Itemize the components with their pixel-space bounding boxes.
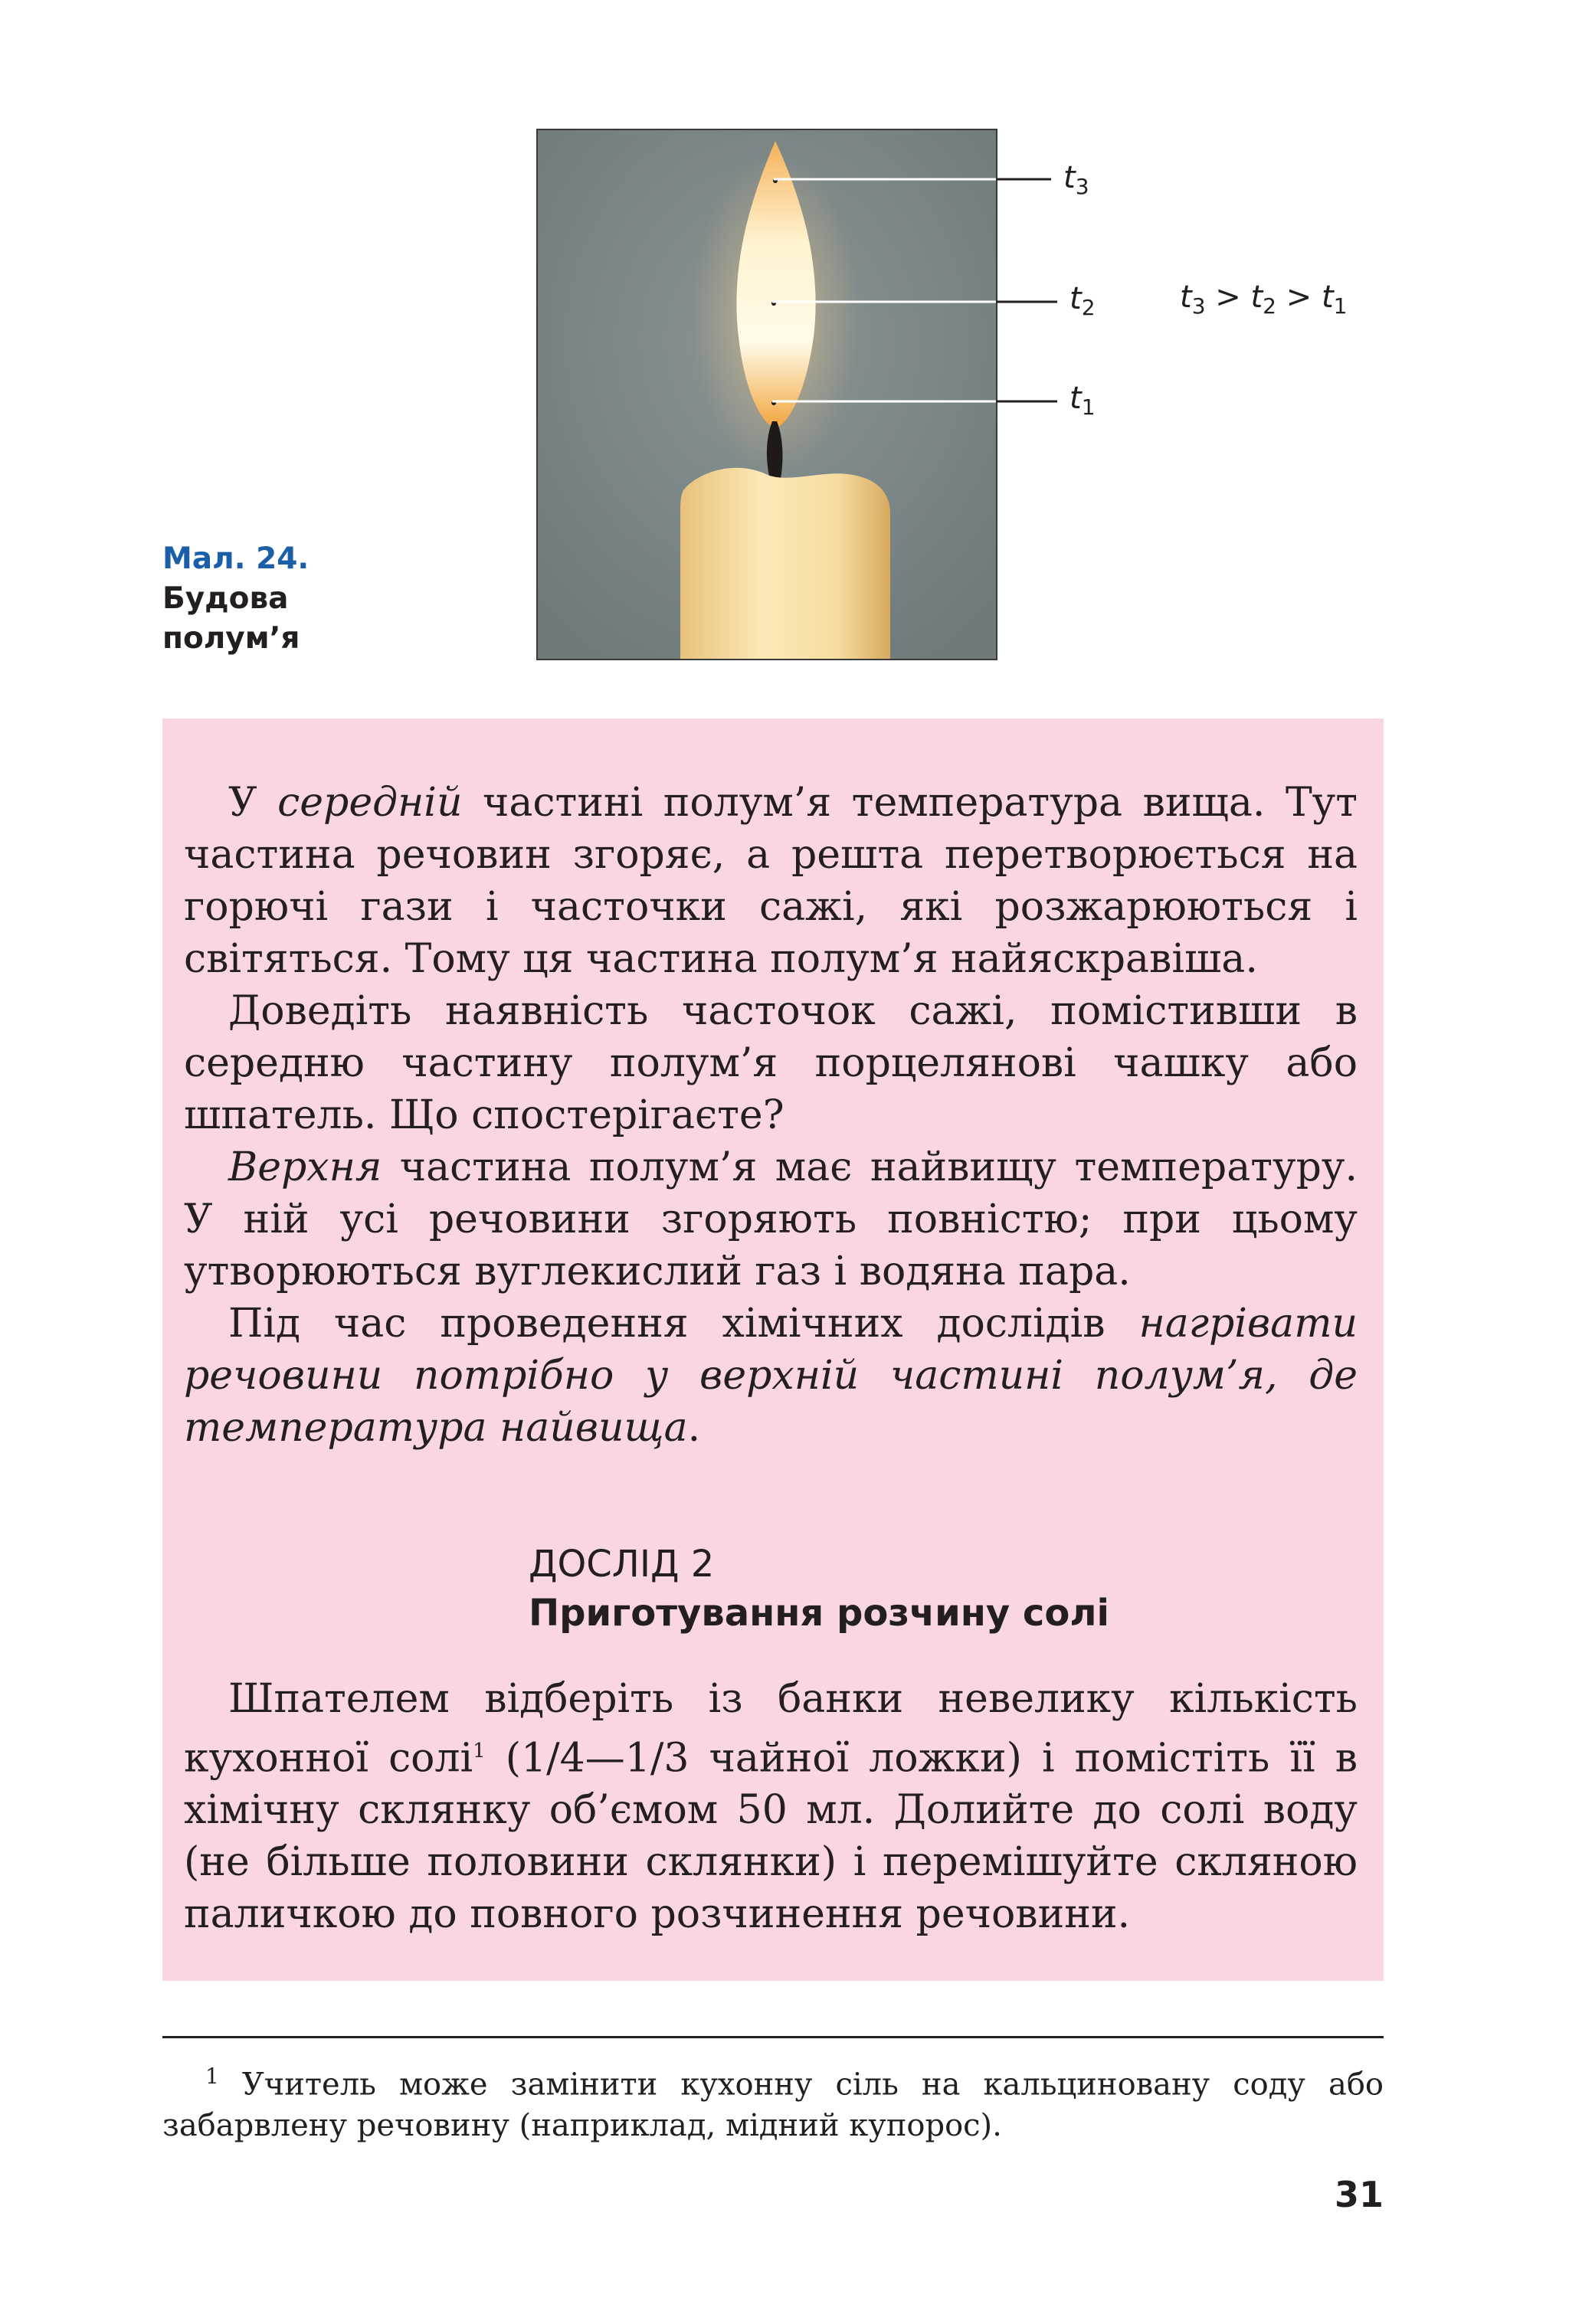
temperature-relation: $t_3 > t_2 > t_1$ [1180, 280, 1348, 319]
figure-caption-line1: Будова [162, 581, 289, 616]
figure-caption [162, 539, 392, 659]
figure-caption-line2: полум’я [162, 621, 300, 656]
page-number: 31 [1334, 2174, 1384, 2215]
paragraph-upper-zone: Верхня частина полум’я має найвищу температуру. У ній усі речовини згоряють повністю; при цьому утворюються вуглекислий газ і водяна пара. [184, 1144, 1358, 1295]
candle-body [680, 468, 890, 659]
experiment-title: ДОСЛІД 2 [529, 1543, 715, 1586]
figure-number: Мал. 24. [162, 542, 310, 576]
point-t1 [771, 401, 776, 405]
paragraph-middle-zone: У середній частині полум’я температура вища. Тут частина речовин згоряє, а решта перетворюється на горючі гази і часточки сажі, які розжарюються і світяться. Тому ця частина полум’я найяскравіша. [184, 780, 1358, 982]
label-t2: $t_2$ [1069, 281, 1096, 320]
paragraph-experiment: Шпателем відберіть із банки невелику кількість кухонної солі$^1$ (1/4—1/3 чайної ложки) і помістіть її в хімічну склянку об’ємом 50 мл. Долийте до солі воду (не більше половини склянки) і перемішуйте скляною паличкою до повного розчинення речовини. [184, 1676, 1358, 1938]
footnote-divider [162, 2036, 1384, 2038]
candle-flame-photo [536, 129, 997, 660]
experiment-subtitle: Приготування розчину солі [529, 1592, 1109, 1635]
paragraph-heating-rule: Під час проведення хімічних дослідів нагрівати речовини потрібно у верхній частині полум’я, де температура найвища. [184, 1301, 1358, 1451]
paragraph-soot-task: Доведіть наявність часточок сажі, помістивши в середню частину полум’я порцелянові чашку або шпатель. Що спостерігаєте? [184, 988, 1358, 1138]
label-t3: $t_3$ [1063, 160, 1089, 199]
point-t3 [773, 178, 778, 183]
label-t1: $t_1$ [1069, 381, 1096, 420]
experiment-heading [529, 1540, 1109, 1638]
footnote: $^1$ Учитель може замінити кухонну сіль на кальциновану соду або забарвлену речовину (наприклад, мідний купорос). [162, 2064, 1384, 2144]
footnote-ref[interactable]: 1 [473, 1740, 486, 1763]
point-t2 [771, 301, 776, 306]
